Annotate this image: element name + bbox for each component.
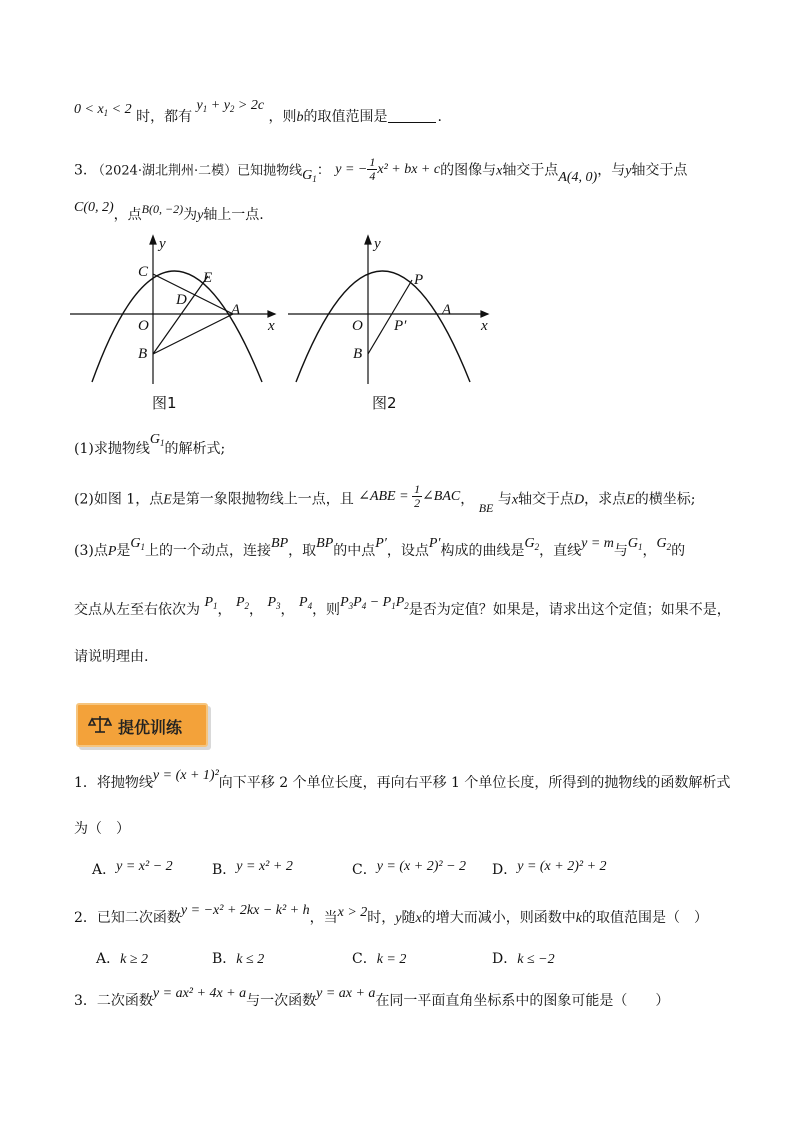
label-y: y xyxy=(159,236,166,252)
sub-question-2: (2)如图 1，点E是第一象限抛物线上一点，且 ∠ABE = $\frac{1}{2}$ ∠BAC， BE 与x轴交于点D，求点E的横坐标; xyxy=(74,482,696,515)
figure-1-caption: 图1 xyxy=(152,394,177,412)
parabola-curve xyxy=(296,271,470,382)
option-c[interactable]: C．k = 2 xyxy=(352,951,407,967)
answer-blank[interactable] xyxy=(388,110,436,123)
sub-question-3-end: 请说明理由. xyxy=(74,649,149,665)
label-c: C xyxy=(138,264,149,280)
angle-relation: ∠ABE = $\frac{1}{2}$ ∠BAC xyxy=(358,482,461,510)
training-q3: 3．二次函数y = ax² + 4x + a与一次函数y = ax + a在同一平面直角坐标系中的图象可能是（ ） xyxy=(74,986,670,1009)
figure-2 xyxy=(288,232,503,417)
y-axis-arrow xyxy=(365,236,371,244)
label-p-prime: P′ xyxy=(394,318,407,334)
option-d[interactable]: D．k ≤ −2 xyxy=(492,951,555,967)
label-a: A xyxy=(442,302,452,318)
parabola-equation: y = − $\frac{1}{4}$ x² + bx + c xyxy=(335,155,441,183)
label-b: B xyxy=(138,346,148,362)
figure-1 xyxy=(70,232,285,417)
label-o: O xyxy=(352,318,363,334)
training-q1: 1．将抛物线y = (x + 1)²向下平移 2 个单位长度，再向右平移 1 个单位长度，所得到的抛物线的函数解析式 xyxy=(74,768,731,791)
training-q1-cont: 为（ ） xyxy=(74,821,130,837)
parabola-curve xyxy=(92,271,262,382)
option-b[interactable]: B．k ≤ 2 xyxy=(212,951,265,967)
option-c[interactable]: C．y = (x + 2)² − 2 xyxy=(352,859,467,878)
label-a: A xyxy=(231,302,241,318)
label-b: B xyxy=(353,346,363,362)
option-b[interactable]: B．y = x² + 2 xyxy=(212,859,293,878)
q3-line-2: C(0, 2)，点B(0, −2)为y轴上一点. xyxy=(74,200,264,223)
condition-line: $0 < x_1 < 2$ 时，都有 $y_1 + y_2 > 2c$ ，则b的取值范围是 . xyxy=(74,98,442,125)
x-axis-arrow xyxy=(481,311,488,317)
section-badge xyxy=(76,703,208,747)
y-axis-arrow xyxy=(150,236,156,244)
label-p: P xyxy=(414,272,424,288)
sub-question-3: (3)点P是$G_1$上的一个动点，连接BP，取BP的中点P′，设点P′构成的曲线是$G_2$，直线y = m与$G_1$，$G_2$的 xyxy=(74,536,686,559)
training-q2: 2．已知二次函数y = −x² + 2kx − k² + h，当x > 2时，y随x的增大而减小，则函数中k的取值范围是（ ） xyxy=(74,903,708,926)
label-x: x xyxy=(481,318,488,334)
label-d: D xyxy=(176,292,187,308)
x-axis-arrow xyxy=(268,311,275,317)
option-a[interactable]: A．k ≥ 2 xyxy=(96,951,149,967)
figure-2-caption: 图2 xyxy=(372,394,397,412)
inequality-x1: $0 < x_1 < 2$ xyxy=(74,102,132,118)
sub-question-1: (1)求抛物线$G_1$的解析式; xyxy=(74,432,226,457)
q3-line-1: 3. （2024·湖北荆州·二模）已知抛物线$G_1$： y = − $\frac{1}{4}$ x² + bx + c的图像与x轴交于点A(4, 0)，与y轴交于点 xyxy=(74,155,688,185)
sub-question-3-cont: 交点从左至右依次为 $P_1$， $P_2$， $P_3$， $P_4$，则$P_3P_4 - P_1P_2$是否为定值？如果是，请求出这个定值；如果不是， xyxy=(74,595,731,618)
inequality-y: $y_1 + y_2 > 2c$ xyxy=(196,98,265,114)
option-d[interactable]: D．y = (x + 2)² + 2 xyxy=(492,859,607,878)
label-x: x xyxy=(268,318,275,334)
label-y: y xyxy=(374,236,381,252)
segment-bp xyxy=(368,280,412,354)
scale-icon xyxy=(88,713,112,735)
label-e: E xyxy=(203,270,213,286)
difference-expression: $P_3P_4 - P_1P_2$ xyxy=(340,595,409,611)
segment-ba xyxy=(153,314,233,354)
section-title: 提优训练 xyxy=(118,718,183,737)
segment-ca xyxy=(153,274,233,314)
g1-symbol: $G_1$ xyxy=(302,167,317,184)
option-a[interactable]: A．y = x² − 2 xyxy=(92,859,173,878)
label-o: O xyxy=(138,318,149,334)
